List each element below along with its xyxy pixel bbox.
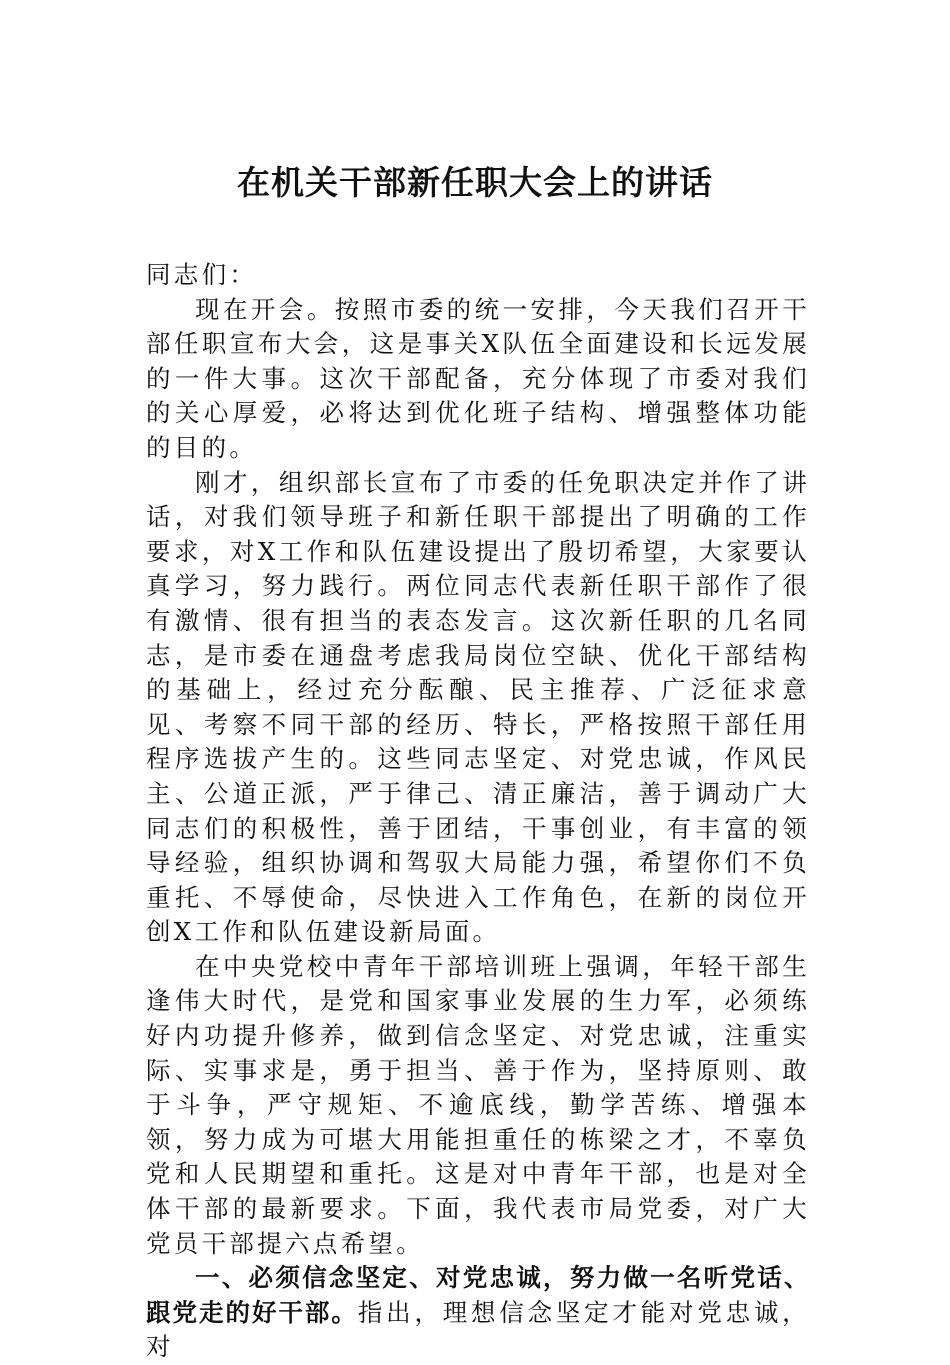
paragraph-requirements: 在中央党校中青年干部培训班上强调，年轻干部生逢伟大时代，是党和国家事业发展的生力军，必须练好内功提升修养，做到信念坚定、对党忠诚，注重实际、实事求是，勇于担当、善于作为，坚持原则、敢于斗争，严守规矩、不逾底线，勤学苦练、增强本领，努力成为可堪大用能担重任的栋梁之才，不辜负党和人民期望和重托。这是对中青年干部，也是对全体干部的最新要求。下面，我代表市局党委，对广大党员干部提六点希望。 — [146, 951, 810, 1258]
section-one-text: 指出，理想信念坚定才能对党忠诚，对 — [146, 1297, 810, 1362]
paragraph-opening: 现在开会。按照市委的统一安排，今天我们召开干部任职宣布大会，这是事关X队伍全面建设和长远发展的一件大事。这次干部配备，充分体现了市委对我们的关心厚爱，必将达到优化班子结构、增强整体功能的目的。 — [146, 294, 810, 462]
salutation: 同志们： — [146, 260, 258, 289]
section-one-heading: 一、必须信念坚定、对党忠诚，努力做一名听党话、跟党走的好干部。 — [146, 1263, 810, 1327]
document-title: 在机关干部新任职大会上的讲话 — [237, 163, 713, 202]
section-one — [146, 1261, 810, 1365]
paragraph-appointment: 刚才，组织部长宣布了市委的任免职决定并作了讲话，对我们领导班子和新任职干部提出了明确的工作要求，对X工作和队伍建设提出了殷切希望，大家要认真学习，努力践行。两位同志代表新任职干部作了很有激情、很有担当的表态发言。这次新任职的几名同志，是市委在通盘考虑我局岗位空缺、优化干部结构的基础上，经过充分酝酿、民主推荐、广泛征求意见、考察不同干部的经历、特长，严格按照干部任用程序选拔产生的。这些同志坚定、对党忠诚，作风民主、公道正派，严于律己、清正廉洁，善于调动广大同志们的积极性，善于团结，干事创业，有丰富的领导经验，组织协调和驾驭大局能力强，希望你们不负重托、不辱使命，尽快进入工作角色，在新的岗位开创X工作和队伍建设新局面。 — [146, 467, 810, 947]
document-body — [146, 258, 810, 1365]
